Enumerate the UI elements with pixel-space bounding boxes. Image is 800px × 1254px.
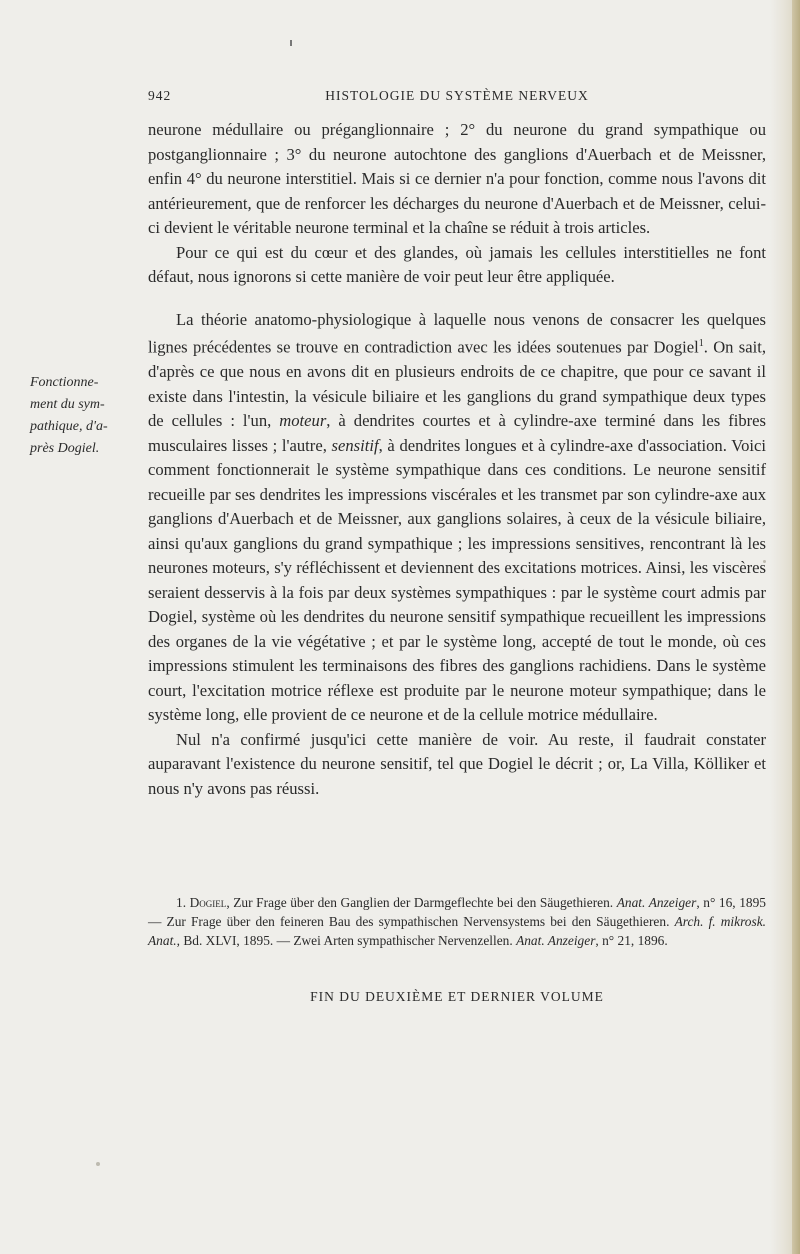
margin-note-line: Fonctionne- bbox=[30, 375, 99, 390]
volume-end-line: FIN DU DEUXIÈME ET DERNIER VOLUME bbox=[310, 989, 604, 1004]
text-run: , n° 21, 1896. bbox=[595, 933, 668, 948]
footnote-ref: 1 bbox=[698, 338, 704, 349]
text-run: , n° 16, 1895 — Zur Frage über den feineren Bau des sympathischen Nervensystems bei den Säugethieren. bbox=[148, 895, 767, 929]
margin-note-line: près Dogiel. bbox=[30, 441, 100, 456]
paragraph-dogiel-theory bbox=[148, 308, 766, 728]
paragraph-conclusion: Nul n'a confirmé jusqu'ici cette manière de voir. Au reste, il faudrait constater auparavant l'existence du neurone sensitif, tel que Dogiel le décrit ; or, La Villa, Kölliker et nous n'y avons pas réussi. bbox=[148, 729, 766, 798]
text-run: La théorie anatomo-physiologique à laquelle nous venons de consacrer les quelques lignes précédentes se trouve en contradiction avec les idées soutenues par Dogiel bbox=[148, 309, 766, 357]
running-title: HISTOLOGIE DU SYSTÈME NERVEUX bbox=[325, 88, 589, 103]
paragraph-heart-glands: Pour ce qui est du cœur et des glandes, où jamais les cellules interstitielles ne font défaut, nous ignorons si cette manière de voir peut leur être appliquée. bbox=[148, 242, 766, 286]
margin-note bbox=[30, 372, 138, 460]
journal-title: Anat. Anzeiger bbox=[516, 933, 596, 948]
emphasis-sensitif: sensitif bbox=[331, 435, 379, 455]
text-run: , Bd. XLVI, 1895. — Zwei Arten sympathischer Nervenzellen. bbox=[176, 933, 513, 948]
footnote bbox=[148, 893, 766, 950]
text-run: , Zur Frage über den Ganglien der Darmgeflechte bei den Säugethieren. bbox=[226, 895, 614, 910]
footnote-number: 1. bbox=[176, 895, 187, 910]
journal-title: Arch. f. mikrosk. Anat. bbox=[148, 914, 766, 948]
footnote-text bbox=[148, 893, 766, 950]
page-number: 942 bbox=[148, 88, 172, 103]
footnote-author: Dogiel bbox=[189, 895, 227, 910]
text-run: , à dendrites longues et à cylindre-axe d'association. Voici comment fonctionnerait le système sympathique dans ces conditions. Le neurone sensitif recueille par ses dendrites les impressions viscérales et les transmet par son cylindre-axe aux ganglions d'Auerbach et de Meissner, aux ganglions solaires, à ceux de la vésicule biliaire, ainsi qu'aux ganglions du grand sympathique ; les impressions sensitives, rencontrant là les neurones moteurs, s'y réfléchissent et deviennent des excitations motrices. Ainsi, les viscères seraient desservis à la fois par deux systèmes sympathiques : par le système court admis par Dogiel, système où les dendrites du neurone sensitif sympathique recueillent les impressions des organes de la vie végétative ; et par le système long, accepté de tout le monde, où ces impressions stimulent les terminaisons des fibres des ganglions rachidiens. Dans le système court, l'excitation motrice réflexe est produite par le neurone moteur sympathique; dans le système long, elle provient de ce neurone et de la cellule motrice médullaire. bbox=[148, 435, 766, 725]
paragraph-continuation: neurone médullaire ou préganglionnaire ; 2° du neurone du grand sympathique ou postganglionnaire ; 3° du neurone autochtone des ganglions d'Auerbach et de Meissner, enfin 4° du neurone interstitiel. Mais si ce dernier n'a pour fonction, comme nous l'avons dit antérieurement, que de renforcer les décharges du neurone d'Auerbach et de Meissner, celui-ci devient le véritable neurone terminal et la chaîne se réduit à trois articles. bbox=[148, 120, 766, 237]
ink-speck bbox=[96, 1162, 100, 1166]
text-run: , à dendrites courtes et à cylindre-axe terminé dans les fibres musculaires lisses ; l'autre, bbox=[148, 411, 766, 455]
print-mark bbox=[290, 40, 292, 46]
journal-title: Anat. Anzeiger bbox=[616, 895, 697, 910]
emphasis-moteur: moteur bbox=[279, 411, 327, 431]
margin-note-line: ment du sym- bbox=[30, 397, 105, 412]
margin-note-line: pathique, d'a- bbox=[30, 419, 108, 434]
text-run: . On sait, d'après ce que nous en avons dit en plusieurs endroits de ce chapitre, que pour ce savant il existe dans l'intestin, la vésicule biliaire et les ganglions du grand sympathique deux types de cellules : l'un, bbox=[148, 337, 766, 431]
page-header bbox=[148, 88, 766, 108]
page-edge-binding bbox=[792, 0, 800, 1254]
main-text bbox=[148, 118, 766, 801]
